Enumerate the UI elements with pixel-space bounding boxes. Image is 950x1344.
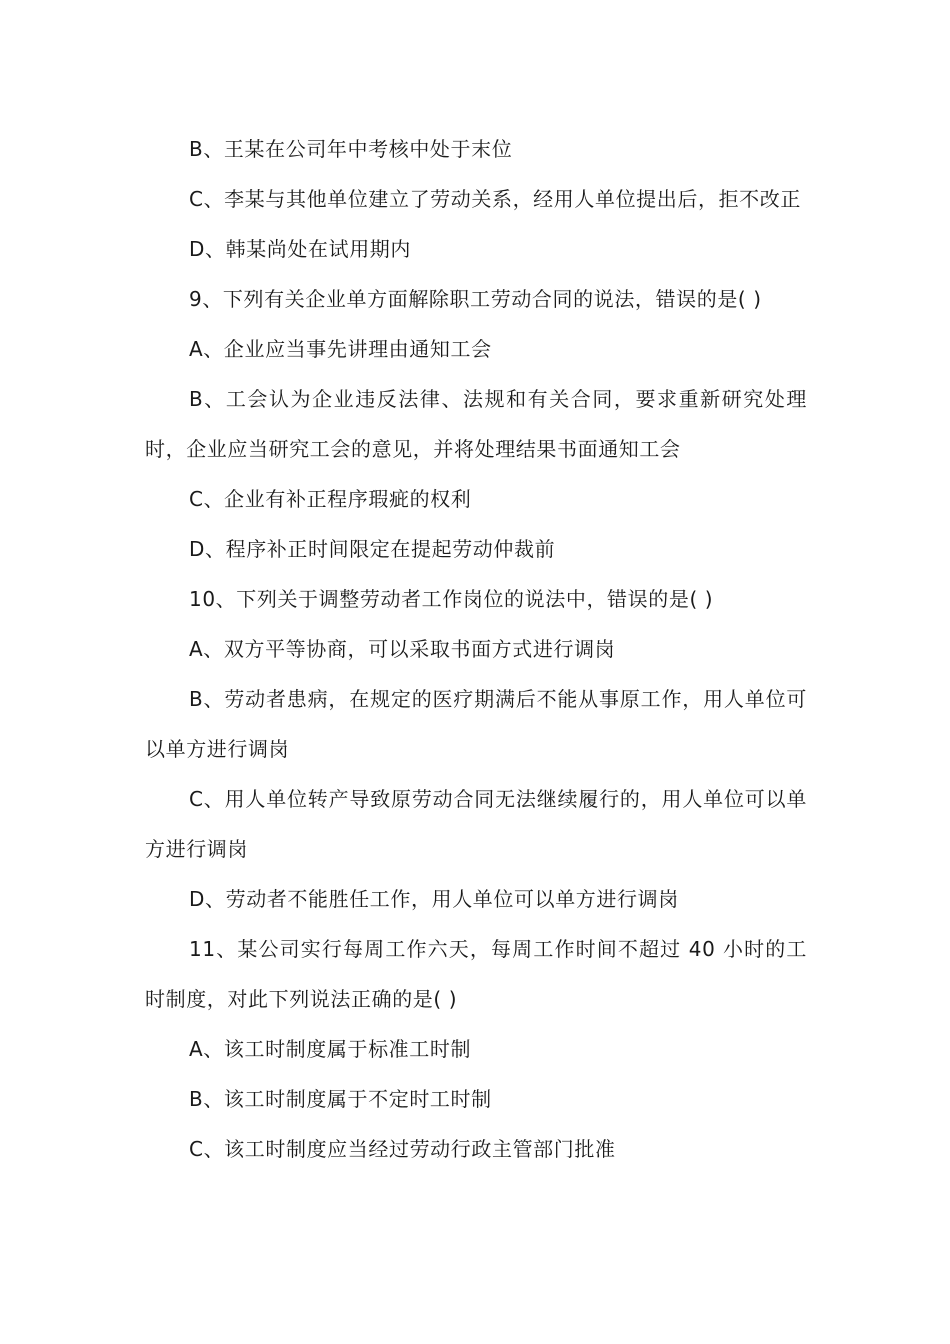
option-b-wang: B、王某在公司年中考核中处于末位 xyxy=(189,137,513,161)
q10-option-d: D、劳动者不能胜任工作，用人单位可以单方进行调岗 xyxy=(189,887,679,911)
document-body xyxy=(145,124,807,1174)
q9-option-d: D、程序补正时间限定在提起劳动仲裁前 xyxy=(189,537,556,561)
q11-option-a: A、该工时制度属于标准工时制 xyxy=(189,1037,472,1061)
q11-option-c: C、该工时制度应当经过劳动行政主管部门批准 xyxy=(189,1137,616,1161)
question-10: 10、下列关于调整劳动者工作岗位的说法中，错误的是( ) xyxy=(189,587,714,611)
q10-option-a: A、双方平等协商，可以采取书面方式进行调岗 xyxy=(189,637,616,661)
question-11: 11、某公司实行每周工作六天，每周工作时间不超过 40 小时的工时制度，对此下列说法正确的是( ) xyxy=(145,937,807,1011)
q10-option-c: C、用人单位转产导致原劳动合同无法继续履行的，用人单位可以单方进行调岗 xyxy=(145,787,807,861)
q9-option-a: A、企业应当事先讲理由通知工会 xyxy=(189,337,492,361)
q9-option-c: C、企业有补正程序瑕疵的权利 xyxy=(189,487,472,511)
q11-option-b: B、该工时制度属于不定时工时制 xyxy=(189,1087,492,1111)
q9-option-b: B、工会认为企业违反法律、法规和有关合同，要求重新研究处理时，企业应当研究工会的意见，并将处理结果书面通知工会 xyxy=(145,387,807,461)
option-c-li: C、李某与其他单位建立了劳动关系，经用人单位提出后，拒不改正 xyxy=(189,187,801,211)
q10-option-b: B、劳动者患病，在规定的医疗期满后不能从事原工作，用人单位可以单方进行调岗 xyxy=(145,687,807,761)
option-d-han: D、韩某尚处在试用期内 xyxy=(189,237,412,261)
question-9: 9、下列有关企业单方面解除职工劳动合同的说法，错误的是( ) xyxy=(189,287,762,311)
